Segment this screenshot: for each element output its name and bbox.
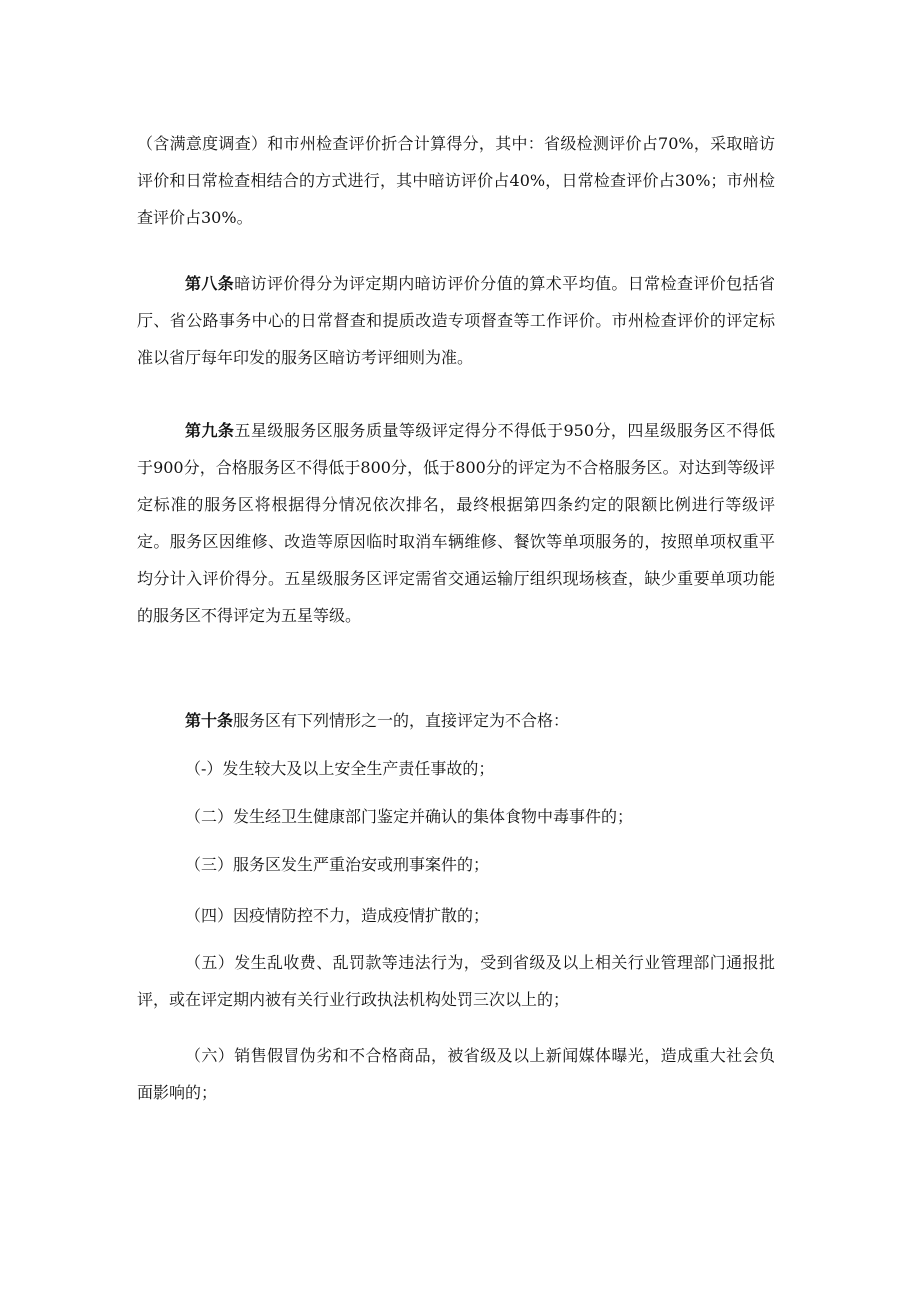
article-9-text: 五星级服务区服务质量等级评定得分不得低于950分，四星级服务区不得低于900分，合格服务区不得低于800分，低于800分的评定为不合格服务区。对达到等级评定标准的服务区将根据得分情况依次排名，最终根据第四条约定的限额比例进行等级评定。服务区因维修、改造等原因临时取消车辆维修、餐饮等单项服务的，按照单项权重平均分计入评价得分。五星级服务区评定需省交通运输厅组织现场核查，缺少重要单项功能的服务区不得评定为五星等级。: [137, 421, 775, 625]
article-9-heading: 第九条: [185, 421, 235, 440]
list-item: （二）发生经卫生健康部门鉴定并确认的集体食物中毒事件的；: [185, 807, 634, 826]
list-item: （五）发生乱收费、乱罚款等违法行为，受到省级及以上相关行业管理部门通报批评，或在评定期内被有关行业行政执法机构处罚三次以上的；: [137, 953, 775, 1009]
list-item: （六）销售假冒伪劣和不合格商品，被省级及以上新闻媒体曝光，造成重大社会负面影响的；: [137, 1046, 775, 1102]
article-8-paragraph: [137, 265, 775, 376]
article-8-text: 暗访评价得分为评定期内暗访评价分值的算术平均值。日常检查评价包括省厅、省公路事务中心的日常督查和提质改造专项督查等工作评价。市州检查评价的评定标准以省厅每年印发的服务区暗访考评细则为准。: [137, 274, 775, 367]
list-item: （三）服务区发生严重治安或刑事案件的；: [185, 855, 490, 874]
list-item: （四）因疫情防控不力，造成疫情扩散的；: [185, 906, 490, 925]
article-8-heading: 第八条: [185, 274, 235, 293]
continuation-paragraph: （含满意度调查）和市州检查评价折合计算得分，其中：省级检测评价占70%，采取暗访评价和日常检查相结合的方式进行，其中暗访评价占40%，日常检查评价占30%；市州检查评价占30%。: [137, 134, 775, 227]
article-10-heading: 第十条: [185, 711, 234, 730]
article-10-paragraph: [137, 702, 775, 739]
list-item: （-）发生较大及以上安全生产责任事故的；: [185, 759, 495, 778]
article-10-text: 服务区有下列情形之一的，直接评定为不合格：: [233, 711, 570, 730]
article-9-paragraph: [137, 412, 775, 634]
